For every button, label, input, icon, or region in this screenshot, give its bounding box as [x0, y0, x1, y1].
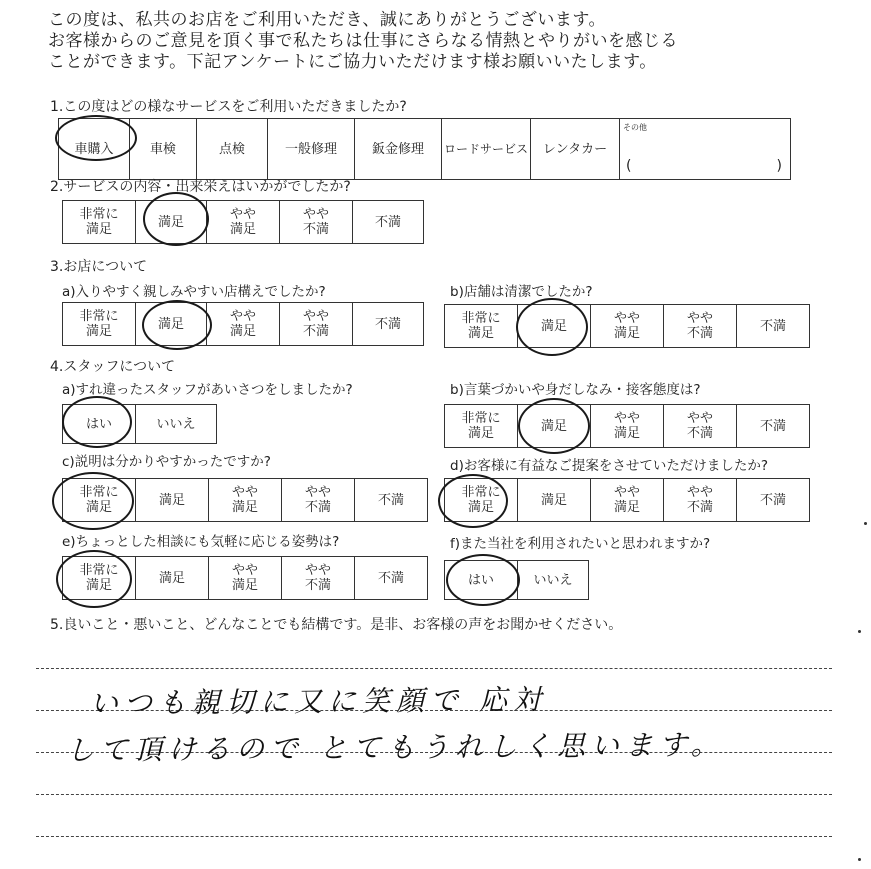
q1-other-paren-open: (: [626, 158, 632, 174]
q3a-options: [62, 302, 424, 346]
q4e-option-somewhat-dissatisfied[interactable]: やや 不満: [282, 557, 355, 600]
q4f-option-yes[interactable]: はい: [445, 561, 518, 600]
q4e-options: [62, 556, 428, 600]
scan-speck: [864, 522, 867, 525]
q4f-option-no[interactable]: いいえ: [518, 561, 589, 600]
q1-option-rental-car[interactable]: レンタカー: [531, 119, 620, 180]
q4e-title: e)ちょっとした相談にも気軽に応じる姿勢は?: [62, 534, 340, 550]
q4b-option-somewhat-satisfied[interactable]: やや 満足: [591, 405, 664, 448]
q2-option-somewhat-satisfied[interactable]: やや 満足: [207, 201, 280, 244]
q4f-options: [444, 560, 589, 600]
q1-option-check[interactable]: 点検: [197, 119, 268, 180]
q4b-option-somewhat-dissatisfied[interactable]: やや 不満: [664, 405, 737, 448]
q4d-options: [444, 478, 810, 522]
q4b-option-satisfied[interactable]: 満足: [518, 405, 591, 448]
q4a-option-no[interactable]: いいえ: [136, 405, 217, 444]
q3b-option-very-satisfied[interactable]: 非常に 満足: [445, 305, 518, 348]
q4c-options: [62, 478, 428, 522]
q1-options: [58, 118, 791, 180]
q2-option-dissatisfied[interactable]: 不満: [353, 201, 424, 244]
q4e-option-somewhat-satisfied[interactable]: やや 満足: [209, 557, 282, 600]
intro-text: [48, 10, 678, 73]
q4d-option-dissatisfied[interactable]: 不満: [737, 479, 810, 522]
q3a-title: a)入りやすく親しみやすい店構えでしたか?: [62, 284, 326, 300]
q4f-title: f)また当社を利用されたいと思われますか?: [450, 536, 711, 552]
q1-option-road-service[interactable]: ロードサービス: [442, 119, 531, 180]
q1-other-label: その他: [623, 123, 647, 132]
q4-title: 4.スタッフについて: [50, 359, 176, 375]
q3-title: 3.お店について: [50, 259, 148, 275]
q3a-option-somewhat-satisfied[interactable]: やや 満足: [207, 303, 280, 346]
q2-option-very-satisfied[interactable]: 非常に 満足: [63, 201, 136, 244]
q4e-option-satisfied[interactable]: 満足: [136, 557, 209, 600]
handwritten-line-2: して頂けるので とてもうれしく思います。: [65, 728, 725, 767]
q4e-option-very-satisfied[interactable]: 非常に 満足: [63, 557, 136, 600]
answer-line-1: [36, 668, 832, 669]
q5-title: 5.良いこと・悪いこと、どんなことでも結構です。是非、お客様の声をお聞かせください。: [50, 617, 623, 633]
intro-line-3: ことができます。下記アンケートにご協力いただけます様お願いいたします。: [48, 52, 657, 72]
q4a-option-yes[interactable]: はい: [63, 405, 136, 444]
q3b-option-somewhat-satisfied[interactable]: やや 満足: [591, 305, 664, 348]
q4c-option-very-satisfied[interactable]: 非常に 満足: [63, 479, 136, 522]
q4d-title: d)お客様に有益なご提案をさせていただけましたか?: [450, 458, 769, 474]
q4c-option-somewhat-satisfied[interactable]: やや 満足: [209, 479, 282, 522]
answer-line-4: [36, 794, 832, 795]
q4b-option-very-satisfied[interactable]: 非常に 満足: [445, 405, 518, 448]
scan-speck: [858, 630, 861, 633]
intro-line-2: お客様からのご意見を頂く事で私たちは仕事にさらなる情熱とやりがいを感じる: [48, 31, 678, 51]
intro-line-1: この度は、私共のお店をご利用いただき、誠にありがとうございます。: [48, 10, 606, 30]
q3b-title: b)店舗は清潔でしたか?: [450, 284, 593, 300]
q2-option-somewhat-dissatisfied[interactable]: やや 不満: [280, 201, 353, 244]
handwritten-line-1: いつも親切に又に笑顔で 応対: [89, 683, 548, 720]
q1-option-other[interactable]: [620, 119, 791, 180]
answer-line-5: [36, 836, 832, 837]
q4a-options: [62, 404, 217, 444]
q4e-option-dissatisfied[interactable]: 不満: [355, 557, 428, 600]
q4a-title: a)すれ違ったスタッフがあいさつをしましたか?: [62, 382, 353, 398]
q3b-option-satisfied[interactable]: 満足: [518, 305, 591, 348]
q4d-option-very-satisfied[interactable]: 非常に 満足: [445, 479, 518, 522]
q3a-option-dissatisfied[interactable]: 不満: [353, 303, 424, 346]
q4b-option-dissatisfied[interactable]: 不満: [737, 405, 810, 448]
q3a-option-somewhat-dissatisfied[interactable]: やや 不満: [280, 303, 353, 346]
q4d-option-somewhat-dissatisfied[interactable]: やや 不満: [664, 479, 737, 522]
q3a-option-satisfied[interactable]: 満足: [136, 303, 207, 346]
q3b-option-dissatisfied[interactable]: 不満: [737, 305, 810, 348]
q4c-option-dissatisfied[interactable]: 不満: [355, 479, 428, 522]
q3a-option-very-satisfied[interactable]: 非常に 満足: [63, 303, 136, 346]
q4c-option-satisfied[interactable]: 満足: [136, 479, 209, 522]
q3b-options: [444, 304, 810, 348]
q4b-title: b)言葉づかいや身だしなみ・接客態度は?: [450, 382, 701, 398]
scan-speck: [858, 858, 861, 861]
q2-title: 2.サービスの内容・出来栄えはいかがでしたか?: [50, 179, 351, 195]
q1-option-car-purchase[interactable]: 車購入: [59, 119, 130, 180]
q3b-option-somewhat-dissatisfied[interactable]: やや 不満: [664, 305, 737, 348]
q1-option-inspection[interactable]: 車検: [130, 119, 197, 180]
q4d-option-satisfied[interactable]: 満足: [518, 479, 591, 522]
q1-title: 1.この度はどの様なサービスをご利用いただきましたか?: [50, 99, 407, 115]
q1-option-sheet-metal[interactable]: 鈑金修理: [355, 119, 442, 180]
q4c-title: c)説明は分かりやすかったですか?: [62, 454, 271, 470]
q1-other-paren-close: ): [776, 158, 782, 174]
q1-option-general-repair[interactable]: 一般修理: [268, 119, 355, 180]
q2-options: [62, 200, 424, 244]
q4b-options: [444, 404, 810, 448]
q4c-option-somewhat-dissatisfied[interactable]: やや 不満: [282, 479, 355, 522]
q2-option-satisfied[interactable]: 満足: [136, 201, 207, 244]
q4d-option-somewhat-satisfied[interactable]: やや 満足: [591, 479, 664, 522]
